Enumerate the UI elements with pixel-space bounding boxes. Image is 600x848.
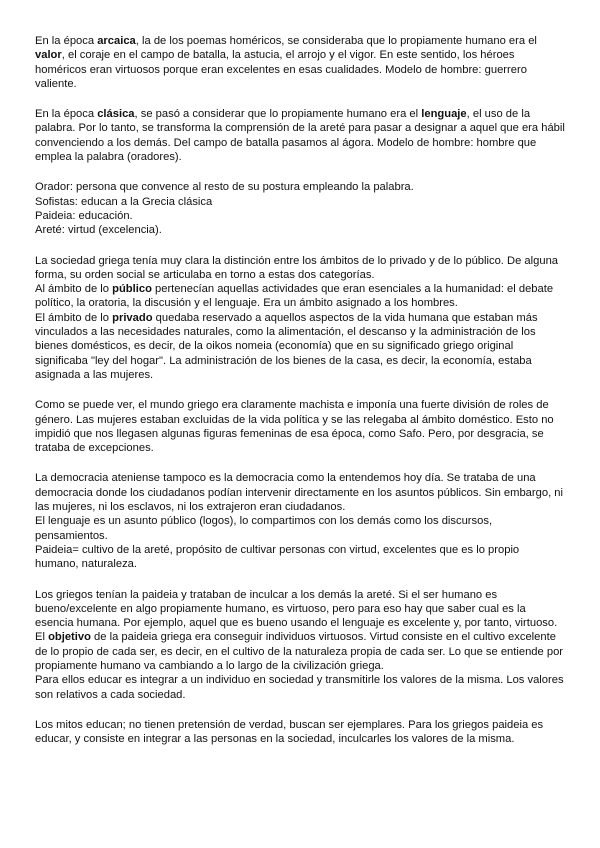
paragraph-sociedad-intro: La sociedad griega tenía muy clara la distinción entre los ámbitos de lo privado y de lo público. De alguna forma, su orden social se articulaba en torno a estas dos categorías. <box>35 254 559 281</box>
paragraph-lenguaje-publico: El lenguaje es un asunto público (logos), lo compartimos con los demás como los discursos, pensamientos. <box>35 515 493 542</box>
text-span: , el coraje en el campo de batalla, la astucia, el arrojo y el vigor. En este sentido, los héroes homéricos eran virtuosos porque eran excelentes en esas cualidades. Modelo de hombre: guerrero valiente. <box>35 49 527 90</box>
paragraph-arcaica <box>35 34 565 91</box>
text-span: , la de los poemas homéricos, se consideraba que lo propiamente humano era el <box>135 35 537 47</box>
bold-term-arcaica: arcaica <box>97 35 136 47</box>
definition-orador: Orador: persona que convence al resto de su postura empleando la palabra. <box>35 181 414 194</box>
bold-term-lenguaje: lenguaje <box>421 108 467 121</box>
paragraph-educar: Para ellos educar es integrar a un individuo en sociedad y transmitirle los valores de la misma. Los valores son relativos a cada sociedad. <box>35 674 564 701</box>
text-span: de la paideia griega era conseguir individuos virtuosos. Virtud consiste en el cultivo excelente de lo propio de cada ser, es decir, en el cultivo de la naturaleza propia de cada ser. Lo que se entiende por propiamente humano va cambiando a lo largo de la civilización griega. <box>35 631 564 672</box>
paragraph-paideia-cultivo: Paideia= cultivo de la areté, propósito de cultivar personas con virtud, excelentes que es lo propio humano, naturaleza. <box>35 543 520 571</box>
text-span: En la época <box>35 108 98 121</box>
paragraph-ambito-privado <box>35 311 565 382</box>
text-span: , se pasó a considerar que lo propiamente humano era el <box>134 108 422 121</box>
bold-term-privado: privado <box>112 311 153 324</box>
document-page <box>35 34 565 762</box>
paragraph-democracia: La democracia ateniense tampoco es la democracia como la entendemos hoy día. Se trataba de una democracia donde los ciudadanos podían intervenir directamente en los asuntos públicos. Sin embargo, ni las mujeres, ni los esclavos, ni los extrajeron eran ciudadanos. <box>35 472 563 514</box>
text-span: El ámbito de lo <box>35 311 113 324</box>
definition-arete: Areté: virtud (excelencia). <box>35 224 162 237</box>
text-span: En la época <box>35 35 98 47</box>
definition-sofistas: Sofistas: educan a la Grecia clásica <box>35 195 213 208</box>
bold-term-publico: público <box>112 283 152 296</box>
text-span: , el uso de la palabra. Por lo tanto, se transforma la comprensión de la areté para pasar a designar a aquel que era hábil convenciendo a los demás. Del campo de batalla pasamos al ágora. Modelo de hombre: hombre que emplea la palabra (oradores). <box>35 108 565 164</box>
text-span: El <box>35 631 49 644</box>
bold-term-valor: valor <box>35 49 62 62</box>
bold-term-objetivo: objetivo <box>48 631 91 644</box>
paragraph-machista: Como se puede ver, el mundo griego era claramente machista e imponía una fuerte división de roles de género. Las mujeres estaban excluidas de la vida política y se las relegaba al ámbito doméstico. Esto no impidió que nos llegasen algunas figuras femeninas de esa época, como Safo. Pero, por desgracia, se trataba de excepciones. <box>35 399 554 455</box>
text-span: quedaba reservado a aquellos aspectos de la vida humana que estaban más vinculados a las necesidades naturales, como la alimentación, el descanso y la administración de los bienes domésticos, es decir, de la oikos nomeia (economía) que en su significado griego original significaba "ley del hogar". La administración de los bienes de la casa, es decir, la economía, estaba asignada a las mujeres. <box>35 311 538 381</box>
paragraph-griegos-paideia: Los griegos tenían la paideia y trataban de inculcar a los demás la areté. Si el ser humano es bueno/excelente en algo propiamente humano, es virtuoso, pero para eso hay que saber cual es la esencia humana. Por ejemplo, aquel que es bueno usando el lenguaje es excelente y, por tanto, virtuoso. <box>35 588 558 630</box>
bold-term-clasica: clásica <box>97 108 135 121</box>
text-span: pertenecían aquellas actividades que eran esenciales a la humanidad: el debate político, la oratoria, la discusión y el lenguaje. Era un ámbito asignado a los hombres. <box>35 283 554 310</box>
text-span: Al ámbito de lo <box>35 283 113 296</box>
paragraph-ambito-publico <box>35 282 565 311</box>
definition-paideia: Paideia: educación. <box>35 209 133 222</box>
paragraph-clasica <box>35 107 565 164</box>
paragraph-mitos: Los mitos educan; no tienen pretensión de verdad, buscan ser ejemplares. Para los griegos paideia es educar, y consiste en integrar a las personas en la sociedad, inculcarles los valores de la misma. <box>35 718 544 746</box>
paragraph-objetivo <box>35 630 565 673</box>
